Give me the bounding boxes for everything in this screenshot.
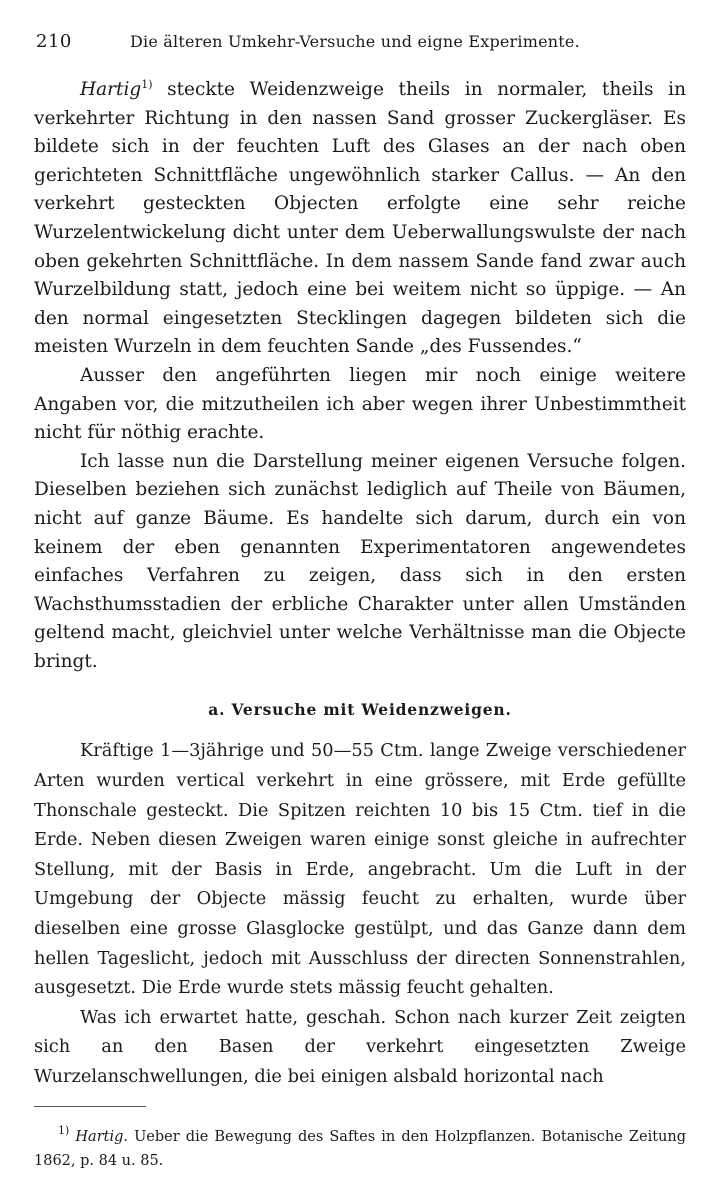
running-header <box>34 26 686 58</box>
author-name: Hartig <box>80 79 142 100</box>
footnote-divider <box>34 1106 146 1107</box>
paragraph-hartig <box>34 76 686 362</box>
body-text-lower <box>34 736 686 1091</box>
footnote-author: Hartig. <box>75 1128 128 1145</box>
running-title: Die älteren Umkehr-Versuche und eigne Experimente. <box>130 32 580 51</box>
paragraph-method: Kräftige 1—3jährige und 50—55 Ctm. lange Zweige verschiedener Arten wurden vertical verkehrt in eine grössere, mit Erde gefüllte Thonschale gesteckt. Die Spitzen reichten 10 bis 15 Ctm. tief in die Erde. Neben diesen Zweigen waren einige sonst gleiche in aufrechter Stellung, mit der Basis in Erde, angebracht. Um die Luft in der Umgebung der Objecte mässig feucht zu erhalten, wurde über dieselben eine grosse Glasglocke gestülpt, und das Ganze dann dem hellen Tageslicht, jedoch mit Ausschluss der directen Sonnenstrahlen, ausgesetzt. Die Erde wurde stets mässig feucht gehalten. <box>34 740 686 999</box>
footnote-mark: 1) <box>58 1123 70 1137</box>
paragraph-result: Was ich erwartet hatte, geschah. Schon nach kurzer Zeit zeigten sich an den Basen der verkehrt eingesetzten Zweige Wurzelanschwellungen, die bei einigen alsbald horizontal nach <box>34 1006 686 1087</box>
paragraph-text: steckte Weidenzweige theils in normaler, theils in verkehrter Richtung in den nassen Sand grosser Zuckergläser. Es bildete sich in der feuchten Luft des Glases an der nach oben gerichteten Schnittfläche ungewöhnlich starker Callus. — An den verkehrt gesteckten Objecten erfolgte eine sehr reiche Wurzelentwickelung dicht unter dem Ueberwallungswulste der nach oben gekehrten Schnittfläche. In dem nassem Sande fand zwar auch Wurzelbildung statt, jedoch eine bei weitem nicht so üppige. — An den normal eingesetzten Stecklingen dagegen bildeten sich die meisten Wurzeln in dem feuchten Sande „des Fussendes.“ <box>34 79 686 358</box>
footnote-reference: 1) <box>141 78 153 91</box>
section-heading: a. Versuche mit Weidenzweigen. <box>208 700 512 720</box>
body-text-upper <box>34 76 686 676</box>
page-number: 210 <box>36 31 72 52</box>
book-page <box>34 26 686 1176</box>
footnote-text: Ueber die Bewegung des Saftes in den Holzpflanzen. Botanische Zeitung 1862, p. 84 u. 85. <box>34 1128 686 1169</box>
paragraph-further-sources: Ausser den angeführten liegen mir noch einige weitere Angaben vor, die mitzutheilen ich aber wegen ihrer Unbestimmtheit nicht für nöthig erachte. <box>34 364 686 444</box>
paragraph-own-experiments: Ich lasse nun die Darstellung meiner eigenen Versuche folgen. Dieselben beziehen sich zunächst lediglich auf Theile von Bäumen, nicht auf ganze Bäume. Es handelte sich darum, durch ein von keinem der eben genannten Experimentatoren angewendetes einfaches Verfahren zu zeigen, dass sich in den ersten Wachsthumsstadien der erbliche Charakter unter allen Umständen geltend macht, gleichviel unter welche Verhältnisse man die Objecte bringt. <box>34 450 686 672</box>
footnote <box>34 1125 686 1173</box>
